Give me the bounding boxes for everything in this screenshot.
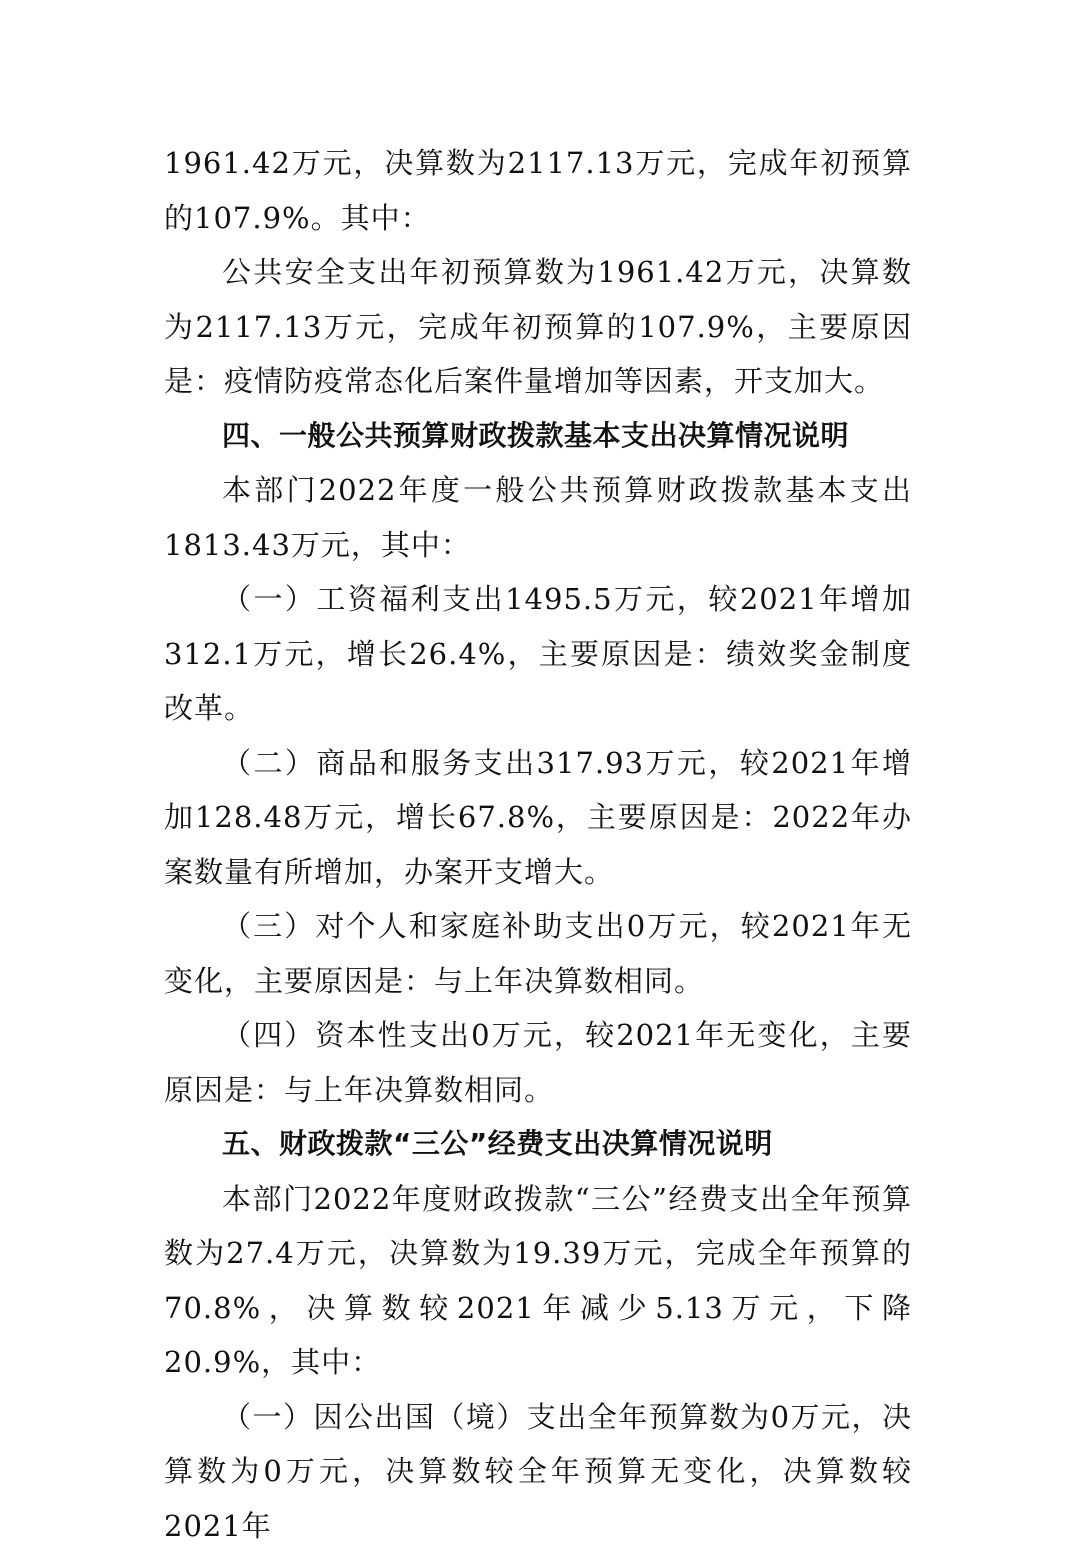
document-page <box>164 136 912 1553</box>
paragraph-goods-services: （二）商品和服务支出317.93万元，较2021年增加128.48万元，增长67.8%，主要原因是：2022年办案数量有所增加，办案开支增大。 <box>164 736 912 900</box>
paragraph-personal-subsidy: （三）对个人和家庭补助支出0万元，较2021年无变化，主要原因是：与上年决算数相同。 <box>164 899 912 1008</box>
paragraph-budget-summary: 1961.42万元，决算数为2117.13万元，完成年初预算的107.9%。其中： <box>164 136 912 245</box>
paragraph-capital-expenditure: （四）资本性支出0万元，较2021年无变化，主要原因是：与上年决算数相同。 <box>164 1008 912 1117</box>
paragraph-three-public-expenses: 本部门2022年度财政拨款“三公”经费支出全年预算数为27.4万元，决算数为19.39万元，完成全年预算的70.8%，决算数较2021年减少5.13万元，下降20.9%，其中： <box>164 1172 912 1390</box>
paragraph-overseas-travel: （一）因公出国（境）支出全年预算数为0万元，决算数为0万元，决算数较全年预算无变化，决算数较2021年 <box>164 1390 912 1553</box>
paragraph-salary-welfare: （一）工资福利支出1495.5万元，较2021年增加312.1万元，增长26.4%，主要原因是：绩效奖金制度改革。 <box>164 572 912 736</box>
paragraph-basic-expenditure: 本部门2022年度一般公共预算财政拨款基本支出1813.43万元，其中： <box>164 463 912 572</box>
section-heading-5: 五、财政拨款“三公”经费支出决算情况说明 <box>164 1117 912 1172</box>
paragraph-public-safety: 公共安全支出年初预算数为1961.42万元，决算数为2117.13万元，完成年初预算的107.9%，主要原因是：疫情防疫常态化后案件量增加等因素，开支加大。 <box>164 245 912 409</box>
section-heading-4: 四、一般公共预算财政拨款基本支出决算情况说明 <box>164 409 912 464</box>
